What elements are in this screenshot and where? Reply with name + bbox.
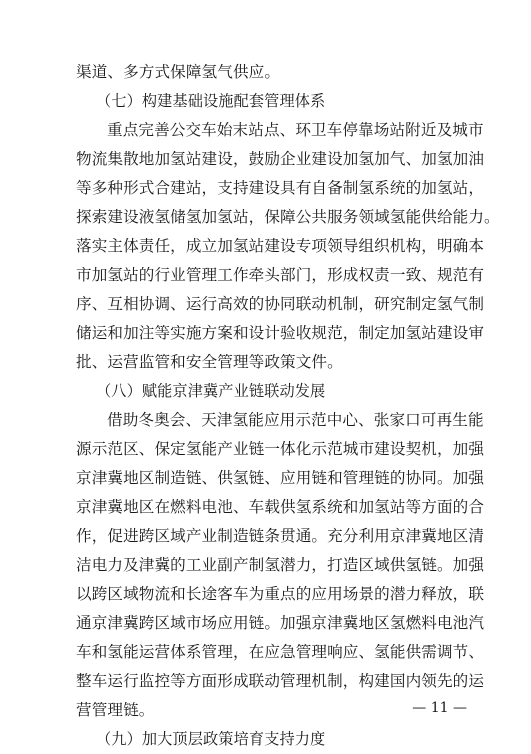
page-number: — 11 — <box>412 700 467 716</box>
paragraph-line: 以跨区域物流和长途客车为重点的应用场景的潜力释放，联 <box>76 585 485 603</box>
section-heading-8: （八）赋能京津冀产业链联动发展 <box>96 382 326 400</box>
paragraph-line: 作，促进跨区域产业制造链条贯通。充分利用京津冀地区清 <box>76 527 485 545</box>
section-heading-7: （七）构建基础设施配套管理体系 <box>96 92 326 110</box>
paragraph-line: 等多种形式合建站，支持建设具有自备制氢系统的加氢站， <box>76 179 485 197</box>
paragraph-line: 洁电力及津冀的工业副产制氢潜力，打造区域供氢链。加强 <box>76 556 485 574</box>
paragraph-line: 整车运行监控等方面形成联动管理机制，构建国内领先的运 <box>76 672 485 690</box>
paragraph-line: 通京津冀跨区域市场应用链。加强京津冀地区氢燃料电池汽 <box>76 614 485 632</box>
paragraph-line: 序、互相协调、运行高效的协同联动机制，研究制定氢气制 <box>76 295 485 313</box>
paragraph-line: 营管理链。 <box>76 701 155 719</box>
paragraph-line: 储运和加注等实施方案和设计验收规范，制定加氢站建设审 <box>76 324 485 342</box>
section-heading-9: （九）加大顶层政策培育支持力度 <box>96 730 326 748</box>
paragraph-line: 重点完善公交车始末站点、环卫车停靠场站附近及城市 <box>107 121 484 139</box>
paragraph-line: 京津冀地区制造链、供氢链、应用链和管理链的协同。加强 <box>76 469 485 487</box>
paragraph-line: 京津冀地区在燃料电池、车载供氢系统和加氢站等方面的合 <box>76 498 485 516</box>
paragraph-line: 车和氢能运营体系管理，在应急管理响应、氢能供需调节、 <box>76 643 485 661</box>
paragraph-line: 渠道、多方式保障氢气供应。 <box>76 63 281 81</box>
paragraph-line: 落实主体责任，成立加氢站建设专项领导组织机构，明确本 <box>76 237 485 255</box>
paragraph-line: 批、运营监管和安全管理等政策文件。 <box>76 353 343 371</box>
paragraph-line: 源示范区、保定氢能产业链一体化示范城市建设契机，加强 <box>76 440 485 458</box>
paragraph-line: 探索建设液氢储氢加氢站，保障公共服务领域氢能供给能力。 <box>76 208 500 226</box>
paragraph-line: 市加氢站的行业管理工作牵头部门，形成权责一致、规范有 <box>76 266 485 284</box>
document-body <box>76 58 500 754</box>
paragraph-line: 物流集散地加氢站建设，鼓励企业建设加氢加气、加氢加油 <box>76 150 485 168</box>
paragraph-line: 借助冬奥会、天津氢能应用示范中心、张家口可再生能 <box>107 411 484 429</box>
